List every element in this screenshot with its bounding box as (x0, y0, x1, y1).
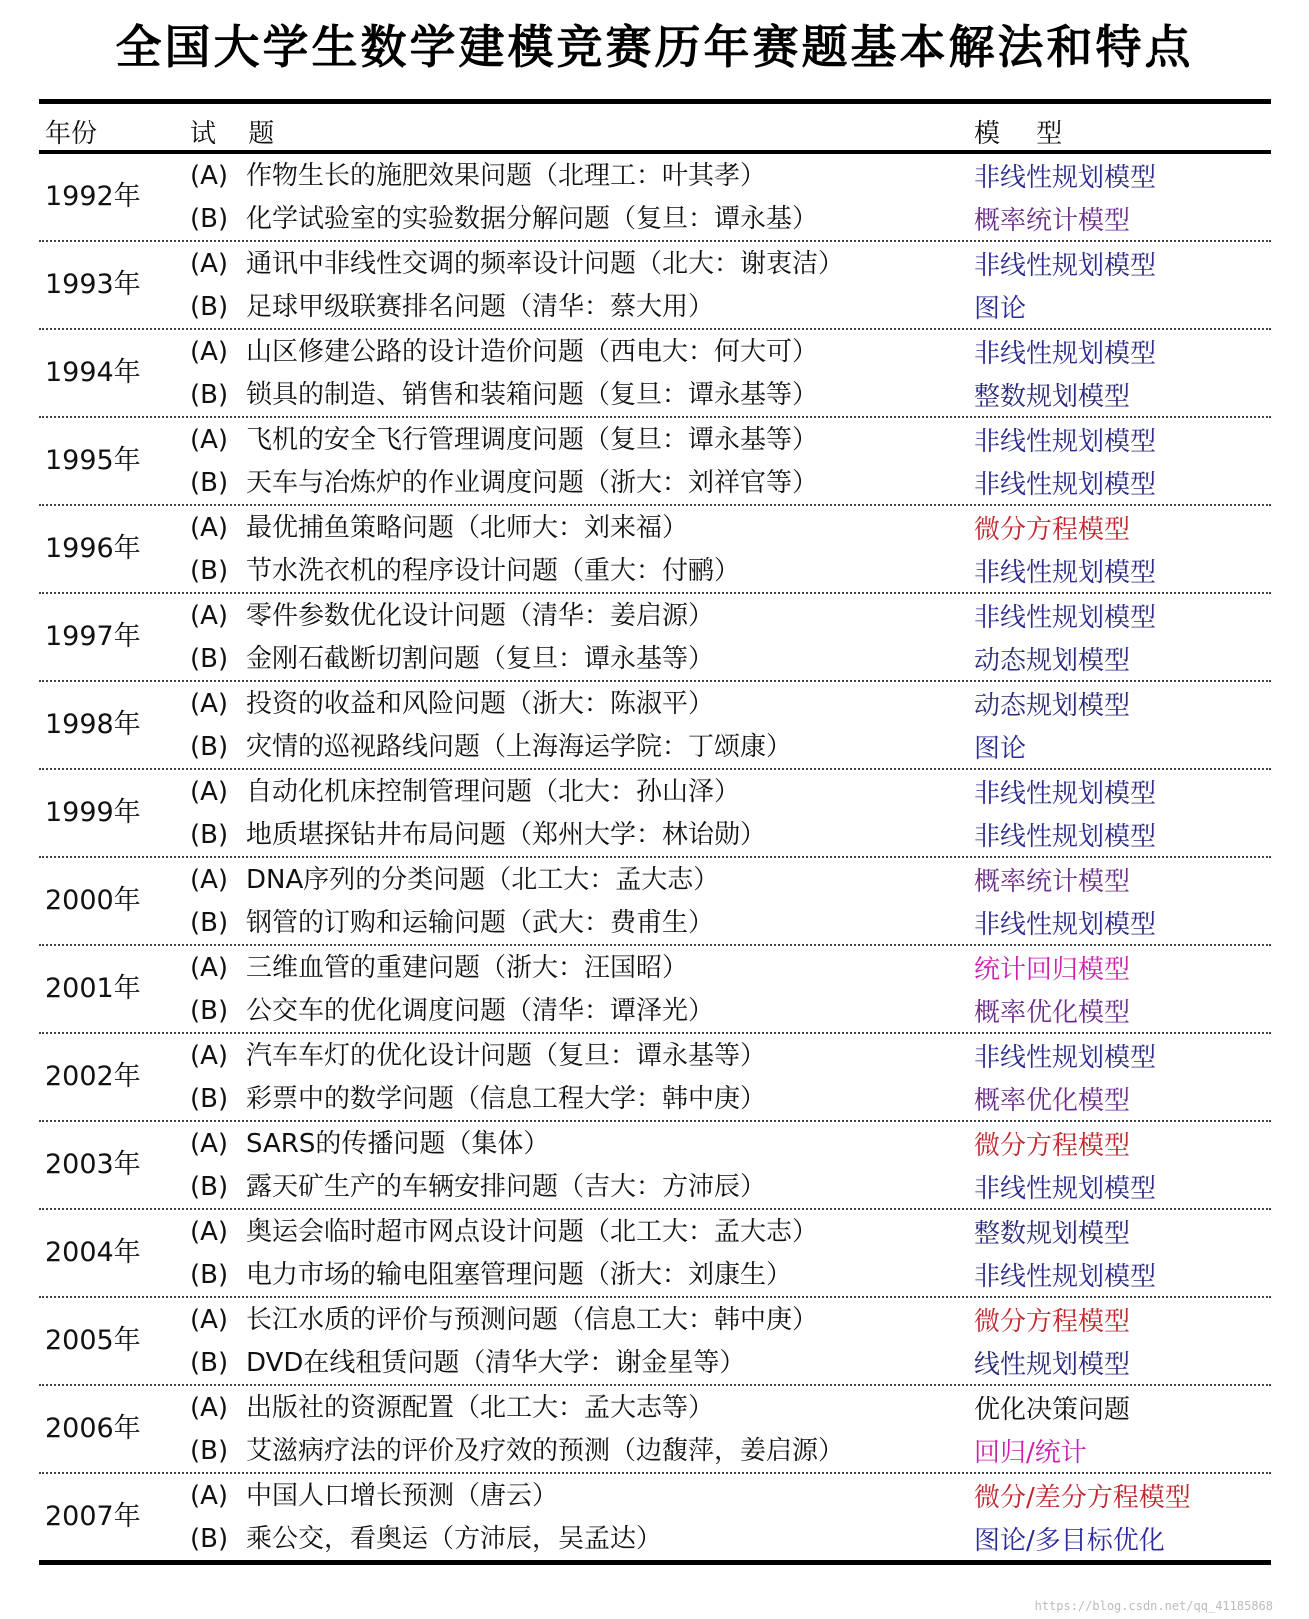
row-year: 1999年 (45, 797, 141, 828)
problem-b-text: 化学试验室的实验数据分解问题（复旦：谭永基） (246, 204, 819, 234)
problem-b-tag: (B) (190, 468, 229, 498)
contest-table (39, 99, 1271, 1565)
problem-b-text: 锁具的制造、销售和装箱问题（复旦：谭永基等） (246, 380, 819, 410)
model-a: 非线性规划模型 (974, 603, 1157, 633)
row-year: 1996年 (45, 533, 141, 564)
model-b: 动态规划模型 (974, 646, 1131, 676)
problem-b-text: 艾滋病疗法的评价及疗效的预测（边馥萍，姜启源） (246, 1436, 845, 1466)
problem-a-tag: (A) (190, 161, 229, 191)
problem-b-tag: (B) (190, 820, 229, 850)
table-row (39, 1034, 1271, 1122)
table-row (39, 1474, 1271, 1560)
table-row (39, 682, 1271, 770)
problem-b-text: 钢管的订购和运输问题（武大：费甫生） (246, 908, 715, 938)
problem-b-text: 露天矿生产的车辆安排问题（吉大：方沛辰） (246, 1172, 767, 1202)
model-b: 线性规划模型 (974, 1350, 1131, 1380)
problem-a-text: DNA序列的分类问题（北工大：孟大志） (246, 865, 720, 895)
model-a: 统计回归模型 (974, 955, 1131, 985)
problem-b (190, 1079, 766, 1119)
model-b: 概率统计模型 (974, 206, 1131, 236)
model-a: 非线性规划模型 (974, 251, 1157, 281)
problem-b (190, 639, 714, 679)
table-row (39, 506, 1271, 594)
problem-b (190, 1519, 662, 1559)
problem-a (190, 244, 844, 284)
problem-a (190, 332, 818, 372)
problem-b-text: 天车与冶炼炉的作业调度问题（浙大：刘祥官等） (246, 468, 819, 498)
problem-a-text: 三维血管的重建问题（浙大：汪国昭） (246, 953, 689, 983)
problem-a-tag: (A) (190, 1217, 229, 1247)
problem-b-tag: (B) (190, 1436, 229, 1466)
row-year: 2002年 (45, 1061, 141, 1092)
problem-b (190, 1255, 792, 1295)
problem-b (190, 551, 740, 591)
table-row (39, 154, 1271, 242)
problem-a-tag: (A) (190, 249, 229, 279)
problem-a (190, 1212, 818, 1252)
problem-b-text: 节水洗衣机的程序设计问题（重大：付鹂） (246, 556, 741, 586)
row-year: 2000年 (45, 885, 141, 916)
row-year: 1992年 (45, 181, 141, 212)
table-row (39, 946, 1271, 1034)
table-row (39, 594, 1271, 682)
problem-a (190, 1300, 818, 1340)
problem-a-text: 自动化机床控制管理问题（北大：孙山泽） (246, 777, 741, 807)
problem-b-tag: (B) (190, 1524, 229, 1554)
problem-a-text: 通讯中非线性交调的频率设计问题（北大：谢衷洁） (246, 249, 845, 279)
problem-b (190, 815, 766, 855)
model-a: 非线性规划模型 (974, 427, 1157, 457)
problem-b-text: 电力市场的输电阻塞管理问题（浙大：刘康生） (246, 1260, 793, 1290)
model-b: 非线性规划模型 (974, 1262, 1157, 1292)
problem-a (190, 1124, 549, 1164)
model-a: 非线性规划模型 (974, 1043, 1157, 1073)
problem-b (190, 727, 792, 767)
row-year: 2003年 (45, 1149, 141, 1180)
problem-b-tag: (B) (190, 732, 229, 762)
problem-b-tag: (B) (190, 292, 229, 322)
problem-a-text: 奥运会临时超市网点设计问题（北工大：孟大志） (246, 1217, 819, 1247)
row-year: 2006年 (45, 1413, 141, 1444)
model-b: 非线性规划模型 (974, 910, 1157, 940)
problem-a (190, 1036, 766, 1076)
model-a: 非线性规划模型 (974, 779, 1157, 809)
problem-b-tag: (B) (190, 644, 229, 674)
model-a: 微分方程模型 (974, 1307, 1131, 1337)
model-b: 整数规划模型 (974, 382, 1131, 412)
table-row (39, 858, 1271, 946)
model-b: 图论 (974, 294, 1027, 324)
problem-b-tag: (B) (190, 1084, 229, 1114)
problem-a-text: 山区修建公路的设计造价问题（西电大：何大可） (246, 337, 819, 367)
table-row (39, 1298, 1271, 1386)
problem-a-tag: (A) (190, 777, 229, 807)
model-b: 回归/统计 (974, 1438, 1087, 1468)
problem-b-text: 金刚石截断切割问题（复旦：谭永基等） (246, 644, 715, 674)
problem-b (190, 287, 714, 327)
problem-a-tag: (A) (190, 865, 229, 895)
problem-a-tag: (A) (190, 953, 229, 983)
problem-a (190, 596, 714, 636)
table-row (39, 242, 1271, 330)
problem-b-tag: (B) (190, 380, 229, 410)
table-row (39, 418, 1271, 506)
problem-a-tag: (A) (190, 601, 229, 631)
problem-b (190, 903, 714, 943)
problem-b-text: 地质堪探钻井布局问题（郑州大学：林诒勋） (246, 820, 767, 850)
problem-b (190, 991, 714, 1031)
problem-a (190, 1388, 714, 1428)
model-a: 非线性规划模型 (974, 163, 1157, 193)
model-a: 概率统计模型 (974, 867, 1131, 897)
problem-a-text: 作物生长的施肥效果问题（北理工：叶其孝） (246, 161, 767, 191)
problem-b (190, 375, 818, 415)
problem-a (190, 420, 818, 460)
problem-a-text: 飞机的安全飞行管理调度问题（复旦：谭永基等） (246, 425, 819, 455)
problem-a-text: 汽车车灯的优化设计问题（复旦：谭永基等） (246, 1041, 767, 1071)
model-a: 微分/差分方程模型 (974, 1483, 1191, 1513)
row-year: 1994年 (45, 357, 141, 388)
problem-a-text: 中国人口增长预测（唐云） (246, 1481, 559, 1511)
row-year: 2005年 (45, 1325, 141, 1356)
problem-a-tag: (A) (190, 689, 229, 719)
problem-a-tag: (A) (190, 1129, 229, 1159)
model-b: 非线性规划模型 (974, 1174, 1157, 1204)
problem-b (190, 199, 818, 239)
model-a: 微分方程模型 (974, 515, 1131, 545)
model-a: 微分方程模型 (974, 1131, 1131, 1161)
problem-a-text: 出版社的资源配置（北工大：孟大志等） (246, 1393, 715, 1423)
row-year: 1997年 (45, 621, 141, 652)
problem-a-text: 最优捕鱼策略问题（北师大：刘来福） (246, 513, 689, 543)
table-row (39, 1210, 1271, 1298)
row-year: 1993年 (45, 269, 141, 300)
problem-a (190, 156, 766, 196)
problem-b-tag: (B) (190, 908, 229, 938)
problem-b-tag: (B) (190, 204, 229, 234)
row-year: 1995年 (45, 445, 141, 476)
problem-b-text: 公交车的优化调度问题（清华：谭泽光） (246, 996, 715, 1026)
problem-a-tag: (A) (190, 1481, 229, 1511)
table-row (39, 330, 1271, 418)
watermark: https://blog.csdn.net/qq_41185868 (1034, 1599, 1273, 1613)
model-a: 整数规划模型 (974, 1219, 1131, 1249)
model-b: 图论 (974, 734, 1027, 764)
row-year: 2001年 (45, 973, 141, 1004)
table-header (39, 104, 1271, 150)
row-year: 2004年 (45, 1237, 141, 1268)
model-b: 非线性规划模型 (974, 822, 1157, 852)
problem-a-tag: (A) (190, 1041, 229, 1071)
problem-b (190, 1431, 844, 1471)
problem-b-tag: (B) (190, 1348, 229, 1378)
problem-a-text: 零件参数优化设计问题（清华：姜启源） (246, 601, 715, 631)
problem-b-tag: (B) (190, 1260, 229, 1290)
problem-a (190, 508, 688, 548)
table-row (39, 770, 1271, 858)
problem-b-tag: (B) (190, 1172, 229, 1202)
problem-a (190, 772, 740, 812)
model-a: 动态规划模型 (974, 691, 1131, 721)
problem-b-text: 彩票中的数学问题（信息工程大学：韩中庚） (246, 1084, 767, 1114)
problem-b-tag: (B) (190, 556, 229, 586)
problem-a-text: SARS的传播问题（集体） (246, 1129, 550, 1159)
model-b: 图论/多目标优化 (974, 1526, 1165, 1556)
problem-a-tag: (A) (190, 1393, 229, 1423)
problem-a-tag: (A) (190, 425, 229, 455)
row-year: 1998年 (45, 709, 141, 740)
table-body (39, 154, 1271, 1560)
model-b: 概率优化模型 (974, 998, 1131, 1028)
model-a: 优化决策问题 (974, 1395, 1131, 1425)
problem-a (190, 1476, 558, 1516)
problem-b-text: 足球甲级联赛排名问题（清华：蔡大用） (246, 292, 715, 322)
model-b: 概率优化模型 (974, 1086, 1131, 1116)
problem-b-text: 灾情的巡视路线问题（上海海运学院：丁颂康） (246, 732, 793, 762)
problem-b-text: 乘公交，看奥运（方沛辰，吴孟达） (246, 1524, 663, 1554)
page-title: 全国大学生数学建模竞赛历年赛题基本解法和特点 (115, 20, 1194, 74)
problem-b (190, 1343, 745, 1383)
header-model: 模 型 (974, 119, 1077, 149)
problem-a-tag: (A) (190, 513, 229, 543)
table-row (39, 1122, 1271, 1210)
table-row (39, 1386, 1271, 1474)
model-a: 非线性规划模型 (974, 339, 1157, 369)
problem-a-text: 长江水质的评价与预测问题（信息工大：韩中庚） (246, 1305, 819, 1335)
problem-a-text: 投资的收益和风险问题（浙大：陈淑平） (246, 689, 715, 719)
model-b: 非线性规划模型 (974, 558, 1157, 588)
problem-b-tag: (B) (190, 996, 229, 1026)
problem-a-tag: (A) (190, 1305, 229, 1335)
problem-a (190, 684, 714, 724)
problem-a-tag: (A) (190, 337, 229, 367)
header-topic: 试 题 (190, 119, 287, 149)
row-year: 2007年 (45, 1501, 141, 1532)
problem-b (190, 463, 818, 503)
model-b: 非线性规划模型 (974, 470, 1157, 500)
problem-a (190, 948, 688, 988)
header-year: 年份 (45, 119, 98, 149)
problem-a (190, 860, 719, 900)
problem-b (190, 1167, 766, 1207)
problem-b-text: DVD在线租赁问题（清华大学：谢金星等） (246, 1348, 746, 1378)
